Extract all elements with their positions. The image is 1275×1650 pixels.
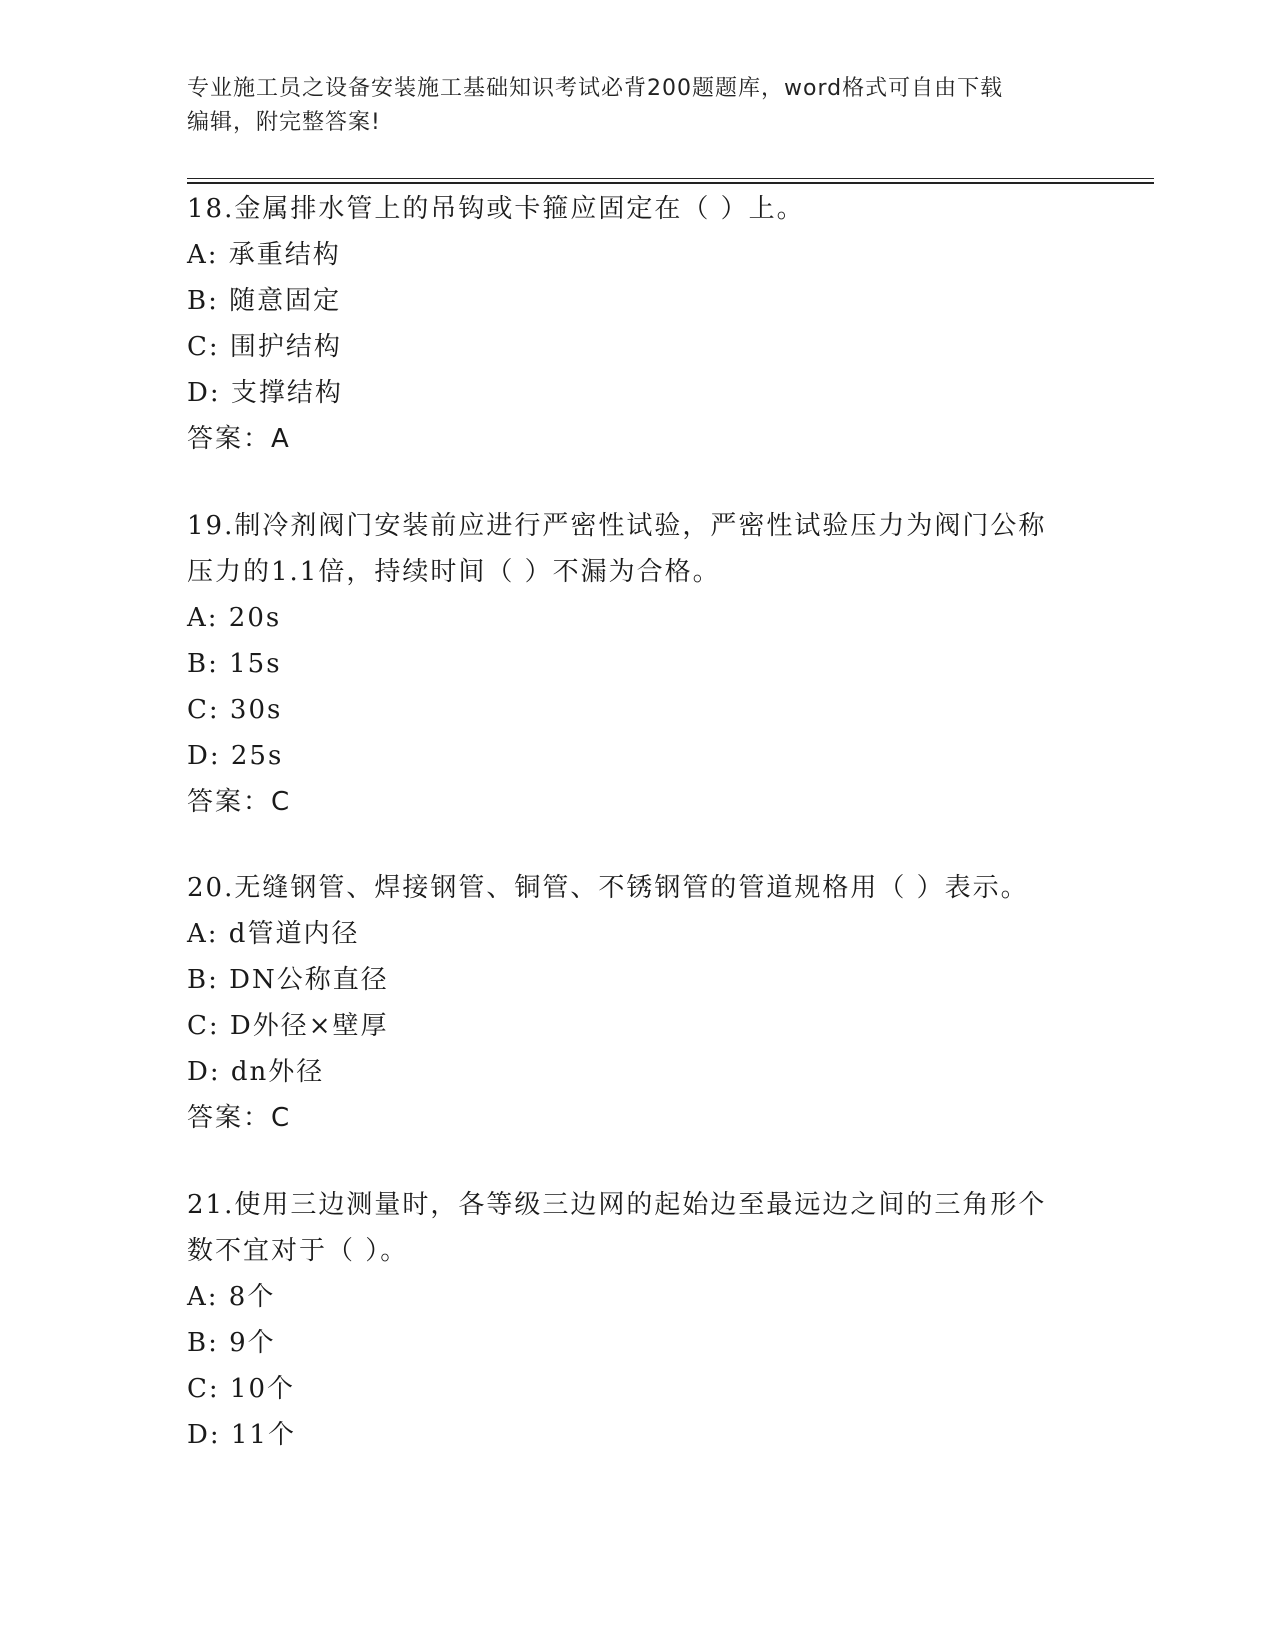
header-divider-thick [187,182,1154,184]
answer-label: 答案：C [187,1103,292,1133]
question-block-18 [187,186,1087,462]
option-d: D: 支撑结构 [187,378,343,408]
header-line-1: 专业施工员之设备安装施工基础知识考试必背200题题库，word格式可自由下载 [187,76,1004,101]
question-block-19 [187,503,1087,825]
question-stem-continued: 数不宜对于（ ）。 [187,1236,409,1266]
answer-label: 答案：A [187,424,291,454]
option-a: A: 承重结构 [187,240,341,270]
header-divider-thin [187,178,1154,179]
option-c: C: D外径×壁厚 [187,1011,389,1041]
question-stem: 19.制冷剂阀门安装前应进行严密性试验，严密性试验压力为阀门公称 [187,511,1047,541]
option-c: C: 围护结构 [187,332,342,362]
question-stem: 21.使用三边测量时，各等级三边网的起始边至最远边之间的三角形个 [187,1190,1047,1220]
question-block-21 [187,1182,1087,1458]
option-c: C: 10个 [187,1374,296,1404]
option-c: C: 30s [187,695,283,725]
question-stem: 18.金属排水管上的吊钩或卡箍应固定在（ ）上。 [187,194,805,224]
question-block-20 [187,865,1087,1141]
question-stem-continued: 压力的1.1倍，持续时间（ ）不漏为合格。 [187,557,721,587]
header-line-2: 编辑，附完整答案! [187,110,381,135]
question-stem: 20.无缝钢管、焊接钢管、铜管、不锈钢管的管道规格用（ ）表示。 [187,873,1029,903]
option-a: A: d管道内径 [187,919,360,949]
option-b: B: 9个 [187,1328,276,1358]
answer-label: 答案：C [187,787,292,817]
option-a: A: 20s [187,603,282,633]
option-b: B: DN公称直径 [187,965,389,995]
option-d: D: 25s [187,741,284,771]
option-d: D: dn外径 [187,1057,325,1087]
option-b: B: 15s [187,649,282,679]
option-b: B: 随意固定 [187,286,342,316]
document-header [187,72,1087,140]
option-a: A: 8个 [187,1282,276,1312]
option-d: D: 11个 [187,1420,296,1450]
